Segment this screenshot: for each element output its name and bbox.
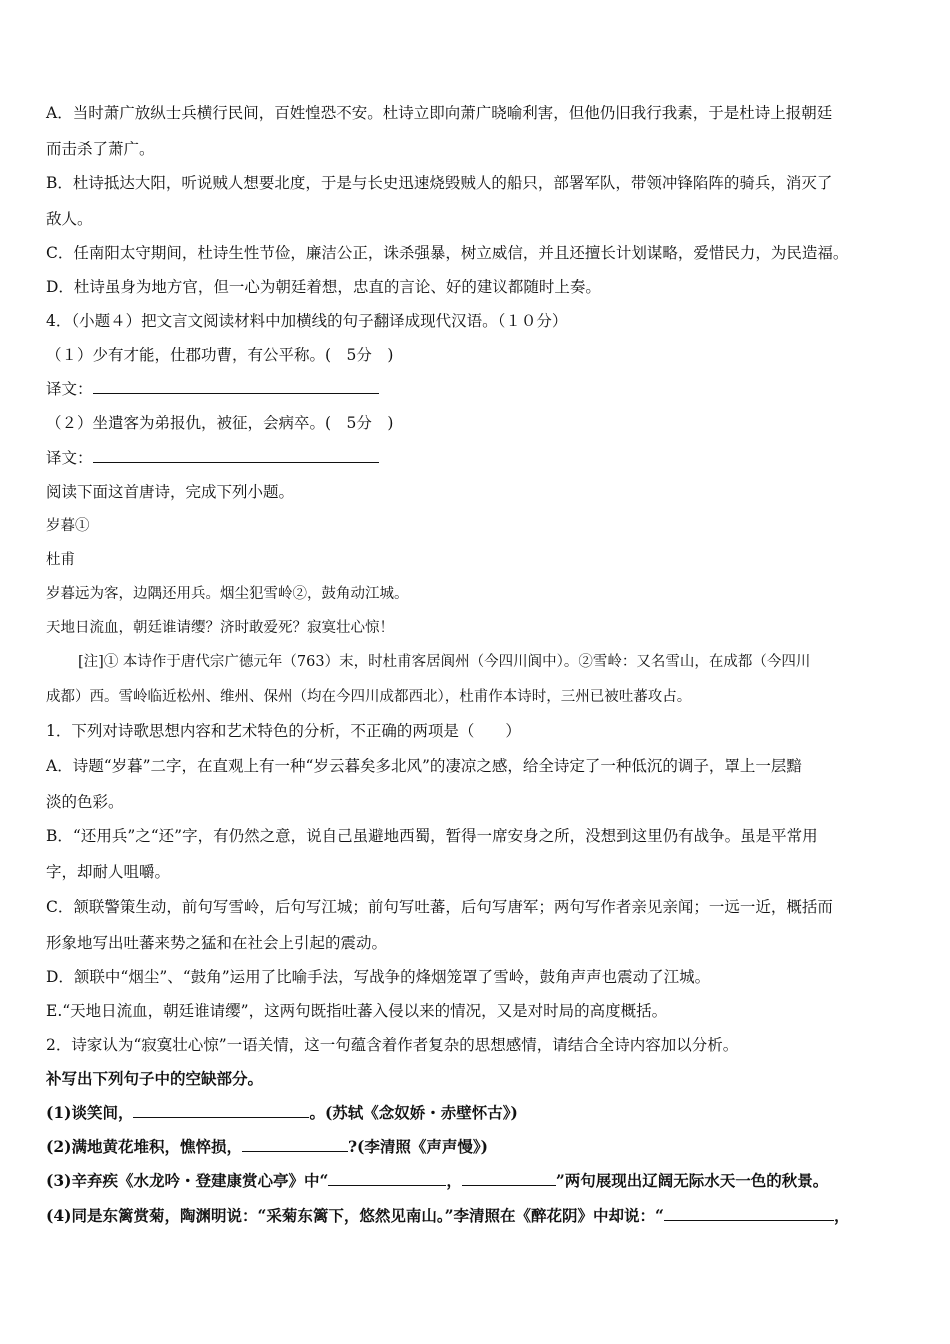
pq1-option-b-line1: B．“还用兵”之“还”字，有仍然之意，说自己虽避地西蜀，暂得一席安身之所，没想到这里仍有战争。虽是平常用 bbox=[46, 827, 818, 845]
q3-option-b-line2: 敌人。 bbox=[46, 210, 93, 228]
poem-note-line2: 成都）西。雪岭临近松州、维州、保州（均在今四川成都西北），杜甫作本诗时，三州已被吐蕃攻占。 bbox=[46, 689, 692, 705]
q4-answer-row-2 bbox=[46, 448, 908, 468]
pq1-option-c-line1: C．颔联警策生动，前句写雪岭，后句写江城；前句写吐蕃，后句写唐军；两句写作者亲见亲闻；一远一近，概括而 bbox=[46, 898, 833, 916]
fill-item-3 bbox=[46, 1171, 908, 1191]
fill-item-3-tail: ”两句展现出辽阔无际水天一色的秋景。 bbox=[555, 1171, 829, 1190]
q3-option-d: D．杜诗虽身为地方官，但一心为朝廷着想，忠直的言论、好的建议都随时上奏。 bbox=[46, 278, 601, 296]
pq1-option-e: E.“天地日流血，朝廷谁请缨”，这两句既指吐蕃入侵以来的情况，又是对时局的高度概括。 bbox=[46, 1002, 668, 1020]
q3-option-a-line1: A．当时萧广放纵士兵横行民间，百姓惶恐不安。杜诗立即向萧广晓喻利害，但他仍旧我行我素，于是杜诗上报朝廷 bbox=[46, 104, 833, 122]
answer-blank-2[interactable] bbox=[93, 448, 379, 463]
fill-blank-3b[interactable] bbox=[462, 1171, 556, 1186]
answer-label: 译文： bbox=[46, 449, 93, 467]
fill-item-1 bbox=[46, 1103, 908, 1123]
fill-item-3-comma: ， bbox=[446, 1171, 462, 1190]
pq1-option-b-line2: 字，却耐人咀嚼。 bbox=[46, 863, 171, 881]
poem-author: 杜甫 bbox=[46, 552, 75, 568]
fill-item-2-lead: (2)满地黄花堆积，憔悴损， bbox=[46, 1137, 242, 1156]
fill-item-4 bbox=[46, 1206, 908, 1226]
fill-blank-1[interactable] bbox=[133, 1103, 309, 1118]
q4-sentence-2: （２）坐遣客为弟报仇，被征，会病卒。( 5分 ) bbox=[46, 414, 394, 432]
poem-note-line1: [注]① 本诗作于唐代宗广德元年（763）末，时杜甫客居阆州（今四川阆中）。②雪岭：又名雪山，在成都（今四川 bbox=[78, 654, 811, 670]
fill-item-4-comma: ， bbox=[833, 1206, 850, 1225]
fill-blank-3a[interactable] bbox=[328, 1171, 446, 1186]
pq1-option-c-line2: 形象地写出吐蕃来势之猛和在社会上引起的震动。 bbox=[46, 934, 388, 952]
fill-item-4-lead: (4)同是东篱赏菊，陶渊明说：“采菊东篱下，悠然见南山。”李清照在《醉花阴》中却说：“ bbox=[46, 1206, 664, 1225]
poem-title: 岁暮① bbox=[46, 518, 90, 534]
fill-blank-4[interactable] bbox=[664, 1206, 834, 1221]
q3-option-a-line2: 而击杀了萧广。 bbox=[46, 140, 155, 158]
q4-title: 4．（小题４）把文言文阅读材料中加横线的句子翻译成现代汉语。（１０分） bbox=[46, 312, 568, 330]
answer-blank-1[interactable] bbox=[93, 379, 379, 394]
fill-item-2 bbox=[46, 1137, 908, 1157]
q4-answer-row-1 bbox=[46, 379, 908, 399]
pq2-stem: 2．诗家认为“寂寞壮心惊”一语关情，这一句蕴含着作者复杂的思想感情，请结合全诗内容加以分析。 bbox=[46, 1036, 739, 1054]
answer-label: 译文： bbox=[46, 380, 93, 398]
fill-item-1-lead: (1)谈笑间， bbox=[46, 1103, 134, 1122]
poem-line-1: 岁暮远为客，边隅还用兵。烟尘犯雪岭②，鼓角动江城。 bbox=[46, 586, 409, 602]
q3-option-b-line1: B．杜诗抵达大阳，听说贼人想要北度，于是与长史迅速烧毁贼人的船只，部署军队，带领冲锋陷阵的骑兵，消灭了 bbox=[46, 174, 833, 192]
q4-sentence-1: （１）少有才能，仕郡功曹，有公平称。( 5分 ) bbox=[46, 346, 394, 364]
q3-option-c: C．任南阳太守期间，杜诗生性节俭，廉洁公正，诛杀强暴，树立威信，并且还擅长计划谋略，爱惜民力，为民造福。 bbox=[46, 244, 849, 262]
pq1-option-a-line2: 淡的色彩。 bbox=[46, 793, 124, 811]
poem-line-2: 天地日流血，朝廷谁请缨？济时敢爱死？寂寞壮心惊！ bbox=[46, 620, 394, 636]
pq1-option-a-line1: A．诗题“岁暮”二字，在直观上有一种“岁云暮矣多北风”的凄凉之感，给全诗定了一种低沉的调子，罩上一层黯 bbox=[46, 757, 802, 775]
pq1-stem: 1．下列对诗歌思想内容和艺术特色的分析，不正确的两项是（ ） bbox=[46, 722, 521, 740]
fill-item-2-tail: ?(李清照《声声慢》) bbox=[347, 1137, 488, 1156]
fill-item-3-lead: (3)辛弃疾《水龙吟・登建康赏心亭》中“ bbox=[46, 1171, 329, 1190]
pq1-option-d: D．颔联中“烟尘”、“鼓角”运用了比喻手法，写战争的烽烟笼罩了雪岭，鼓角声声也震动了江城。 bbox=[46, 968, 711, 986]
fill-item-1-tail: 。(苏轼《念奴娇・赤壁怀古》) bbox=[309, 1103, 518, 1122]
fill-blank-2[interactable] bbox=[242, 1137, 348, 1152]
poem-intro: 阅读下面这首唐诗，完成下列小题。 bbox=[46, 483, 295, 501]
fill-title: 补写出下列句子中的空缺部分。 bbox=[46, 1069, 264, 1088]
